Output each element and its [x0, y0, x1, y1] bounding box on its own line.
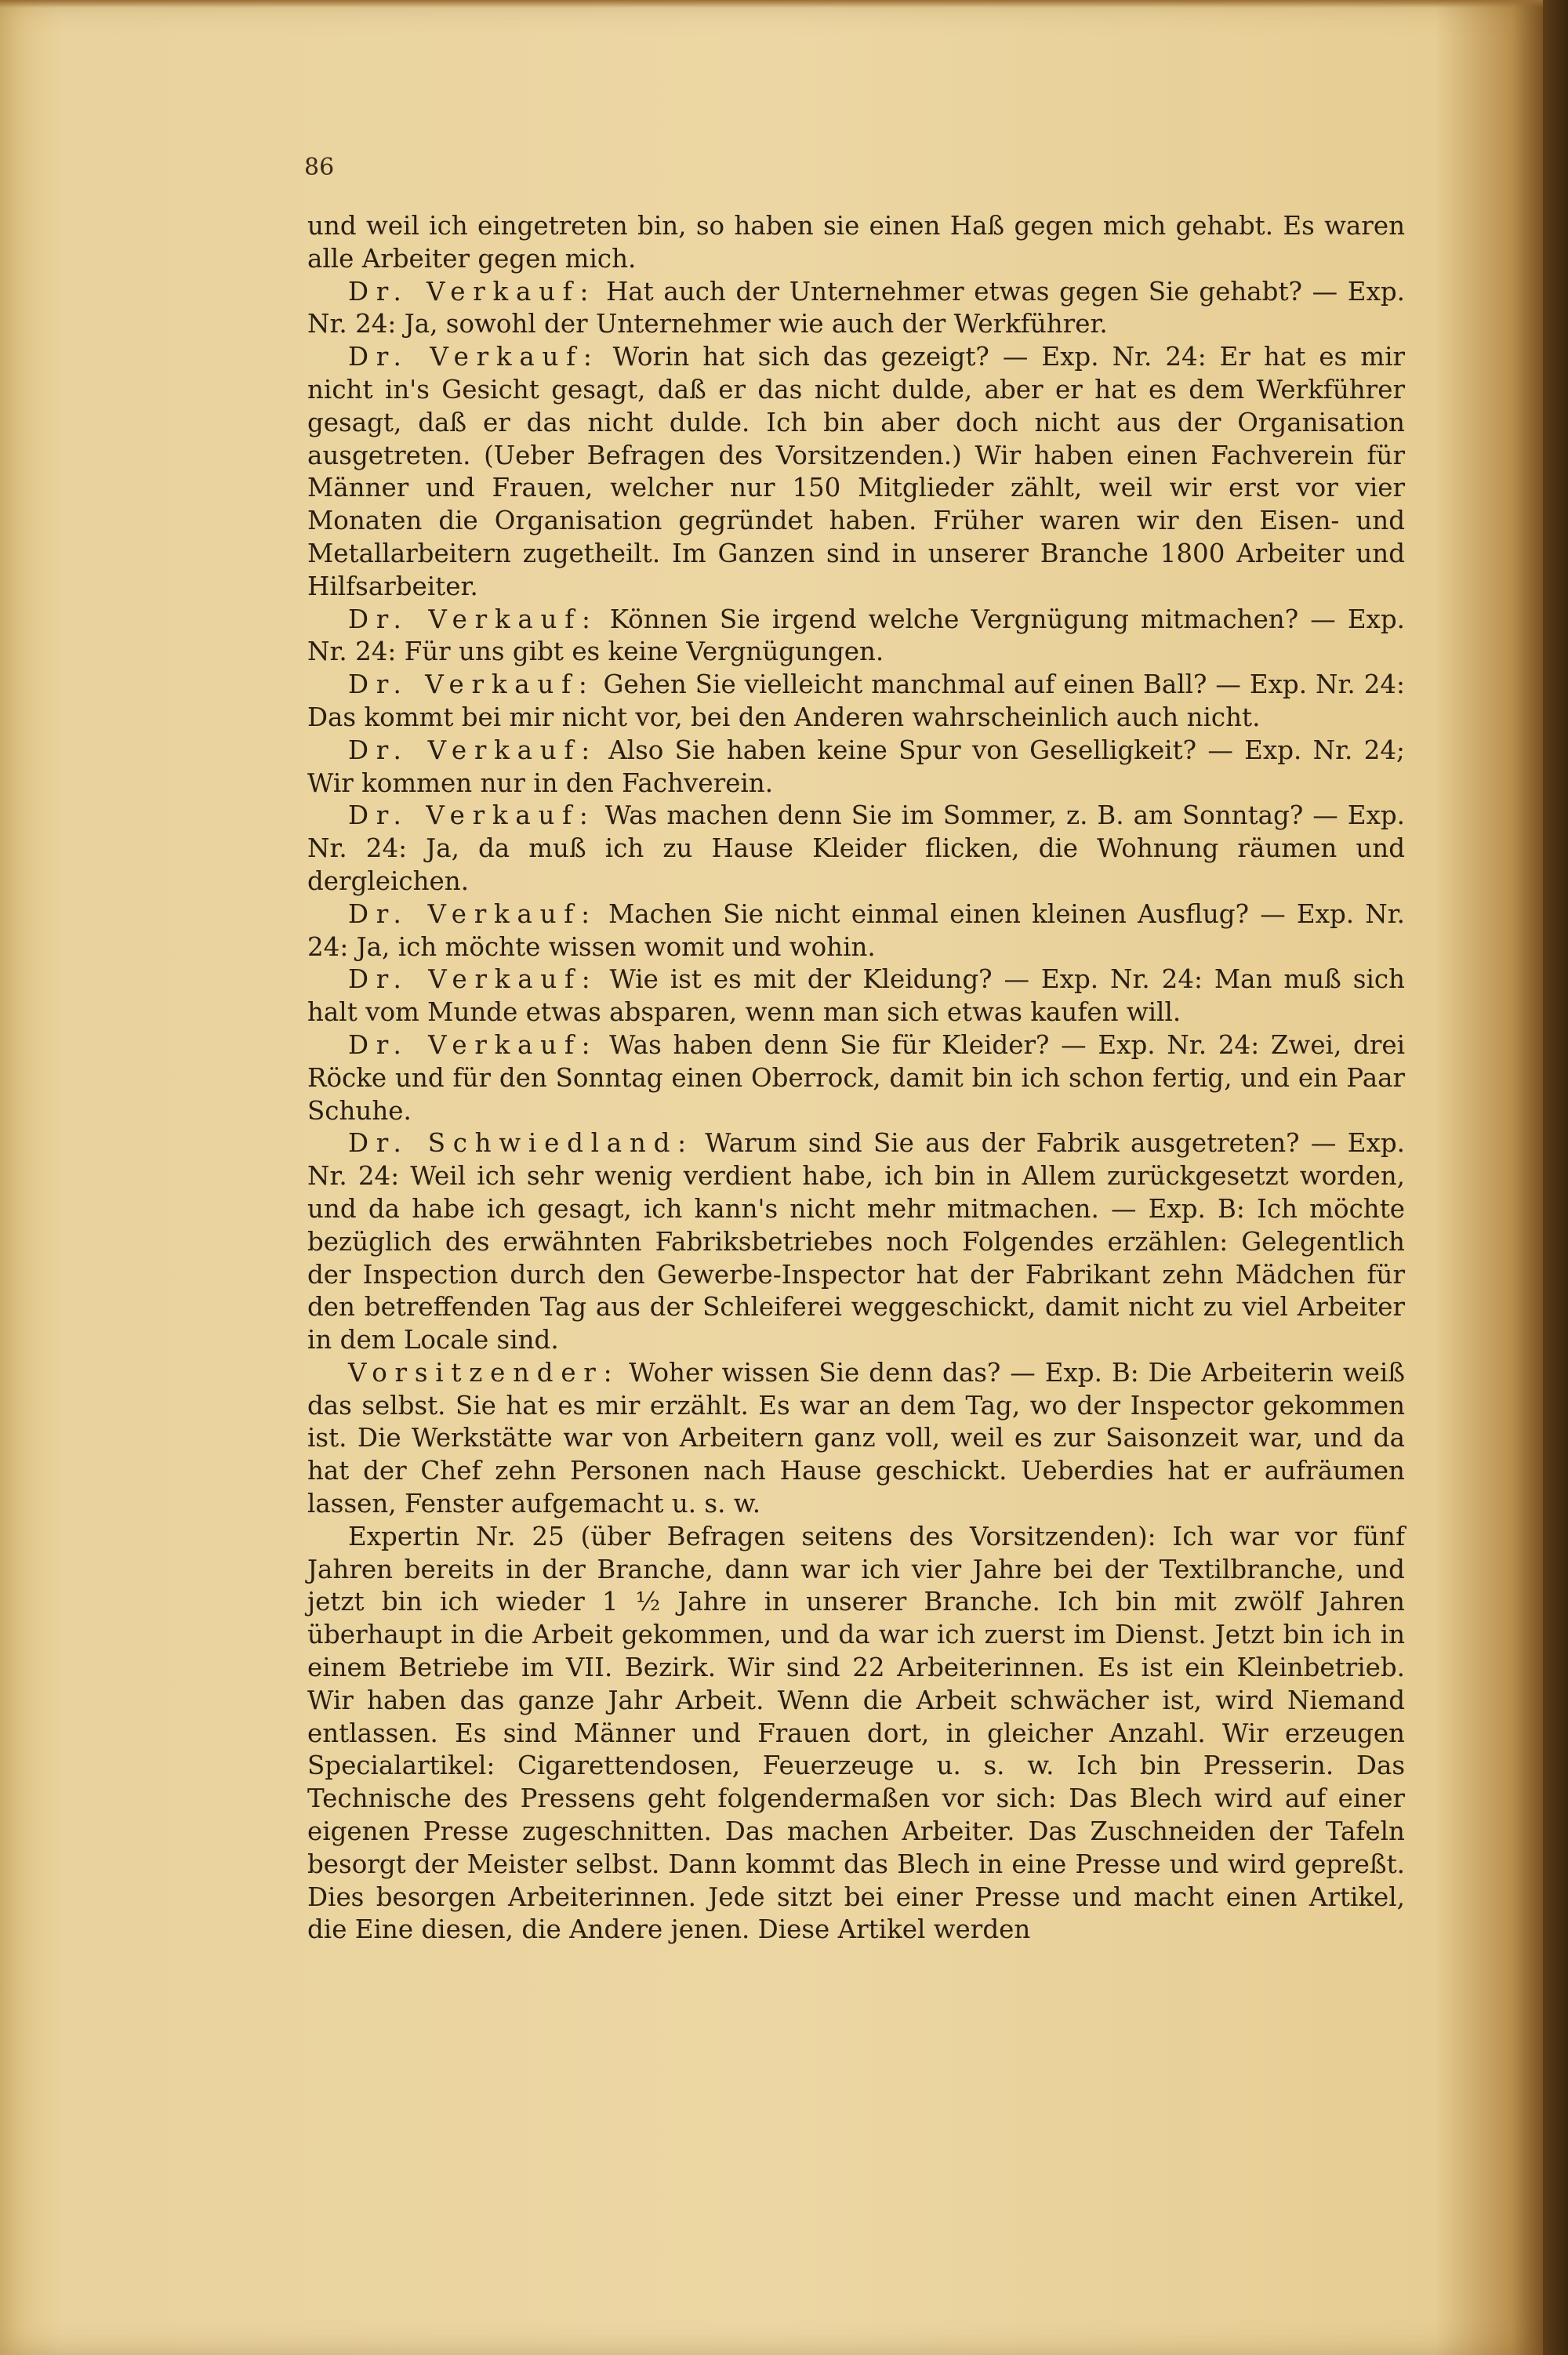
speaker: Dr. Verkauf: — [348, 342, 600, 372]
paragraph-text: Worin hat sich das gezeigt? — Exp. Nr. 24: Er hat es mir nicht in's Gesicht gesagt, daß er das nicht dulde, aber er hat es dem Werkführer gesagt, daß er das nicht dulde. Ich bin aber doch nicht aus der Organisation ausgetreten. (Ueber Befragen des Vorsitzenden.) Wir haben einen Fachverein für Männer und Frauen, welcher nur 150 Mitglieder zählt, weil wir erst vor vier Monaten die Organisation gegründet haben. Früher waren wir den Eisen- und Metallarbeitern zugetheilt. Im Ganzen sind in unserer Branche 1800 Arbeiter und Hilfsarbeiter. — [307, 342, 1405, 601]
speaker: Dr. Verkauf: — [348, 735, 597, 765]
paragraph — [307, 1357, 1405, 1521]
paragraph-text: Also Sie haben keine Spur von Geselligkeit? — Exp. Nr. 24; Wir kommen nur in den Fachverein. — [307, 735, 1405, 798]
paragraph-text: Hat auch der Unternehmer etwas gegen Sie gehabt? — Exp. Nr. 24: Ja, sowohl der Unternehmer wie auch der Werkführer. — [307, 276, 1405, 339]
paragraph-text: Expertin Nr. 25 (über Befragen seitens des Vorsitzenden): Ich war vor fünf Jahren bereits in der Branche, dann war ich vier Jahre bei der Textilbranche, und jetzt bin ich wieder 1 ½ Jahre in unserer Branche. Ich bin mit zwölf Jahren überhaupt in die Arbeit gekommen, und da war ich zuerst im Dienst. Jetzt bin ich in einem Betriebe im VII. Bezirk. Wir sind 22 Arbeiterinnen. Es ist ein Kleinbetrieb. Wir haben das ganze Jahr Arbeit. Wenn die Arbeit schwächer ist, wird Niemand entlassen. Es sind Männer und Frauen dort, in gleicher Anzahl. Wir erzeugen Specialartikel: Cigarettendosen, Feuerzeuge u. s. w. Ich bin Presserin. Das Technische des Pressens geht folgendermaßen vor sich: Das Blech wird auf einer eigenen Presse zugeschnitten. Das machen Arbeiter. Das Zuschneiden der Tafeln besorgt der Meister selbst. Dann kommt das Blech in eine Presse und wird gepreßt. Dies besorgen Arbeiterinnen. Jede sitzt bei einer Presse und macht einen Artikel, die Eine diesen, die Andere jenen. Diese Artikel werden — [307, 1521, 1405, 1945]
paragraph — [307, 604, 1405, 669]
speaker: Dr. Verkauf: — [348, 1029, 598, 1060]
speaker: Dr. Verkauf: — [348, 898, 597, 929]
speaker: Dr. Verkauf: — [348, 276, 597, 307]
paragraph-text: Wie ist es mit der Kleidung? — Exp. Nr. 24: Man muß sich halt vom Munde etwas absparen, wenn man sich etwas kaufen will. — [307, 964, 1405, 1028]
speaker: Dr. Verkauf: — [348, 669, 595, 700]
speaker: Dr. Verkauf: — [348, 604, 598, 634]
paragraph — [307, 800, 1405, 898]
paragraph — [307, 963, 1405, 1029]
paragraph-text: Machen Sie nicht einmal einen kleinen Ausflug? — Exp. Nr. 24: Ja, ich möchte wissen womit und wohin. — [307, 898, 1405, 962]
page-top-edge — [0, 0, 1543, 8]
paragraph — [307, 735, 1405, 800]
paragraph — [307, 898, 1405, 964]
speaker: Dr. Schwiedland: — [348, 1128, 694, 1159]
paragraph-text: Können Sie irgend welche Vergnügung mitmachen? — Exp. Nr. 24: Für uns gibt es keine Vergnügungen. — [307, 604, 1406, 667]
body-text — [307, 210, 1405, 1947]
paragraph — [307, 1521, 1405, 1947]
speaker: Dr. Verkauf: — [348, 800, 596, 831]
paragraph-text: Gehen Sie vielleicht manchmal auf einen Ball? — Exp. Nr. 24: Das kommt bei mir nicht vor, bei den Anderen wahrscheinlich auch nicht. — [307, 669, 1406, 732]
paragraph-text: und weil ich eingetreten bin, so haben sie einen Haß gegen mich gehabt. Es waren alle Arbeiter gegen mich. — [307, 211, 1405, 274]
paragraph — [307, 1029, 1405, 1127]
paragraph-text: Was haben denn Sie für Kleider? — Exp. Nr. 24: Zwei, drei Röcke und für den Sonntag einen Oberrock, damit bin ich schon fertig, und ein Paar Schuhe. — [307, 1029, 1405, 1126]
speaker: Vorsitzender: — [348, 1357, 620, 1388]
paragraph — [307, 1127, 1405, 1357]
paragraph — [307, 669, 1405, 735]
paragraph-text: Woher wissen Sie denn das? — Exp. B: Die Arbeiterin weiß das selbst. Sie hat es mir erzählt. Es war an dem Tag, wo der Inspector gekommen ist. Die Werkstätte war von Arbeitern ganz voll, weil es zur Saisonzeit war, und da hat der Chef zehn Personen nach Hause geschickt. Ueberdies hat er aufräumen lassen, Fenster aufgemacht u. s. w. — [307, 1357, 1405, 1519]
book-spine — [1543, 0, 1568, 2355]
paragraph — [307, 210, 1405, 276]
paragraph-text: Was machen denn Sie im Sommer, z. B. am Sonntag? — Exp. Nr. 24: Ja, da muß ich zu Hause Kleider flicken, die Wohnung räumen und dergleichen. — [307, 800, 1405, 896]
paragraph — [307, 276, 1405, 342]
paragraph — [307, 341, 1405, 603]
paragraph-text: Warum sind Sie aus der Fabrik ausgetreten? — Exp. Nr. 24: Weil ich sehr wenig verdient habe, ich bin in Allem zurückgesetzt worden, und da habe ich gesagt, ich kann's nicht mehr mitmachen. — Exp. B: Ich möchte bezüglich des erwähnten Fabriksbetriebes noch Folgendes erzählen: Gelegentlich der Inspection durch den Gewerbe-Inspector hat der Fabrikant zehn Mädchen für den betreffenden Tag aus der Schleiferei weggeschickt, damit nicht zu viel Arbeiter in dem Locale sind. — [307, 1128, 1405, 1355]
page-number: 86 — [304, 154, 335, 181]
speaker: Dr. Verkauf: — [348, 964, 598, 995]
